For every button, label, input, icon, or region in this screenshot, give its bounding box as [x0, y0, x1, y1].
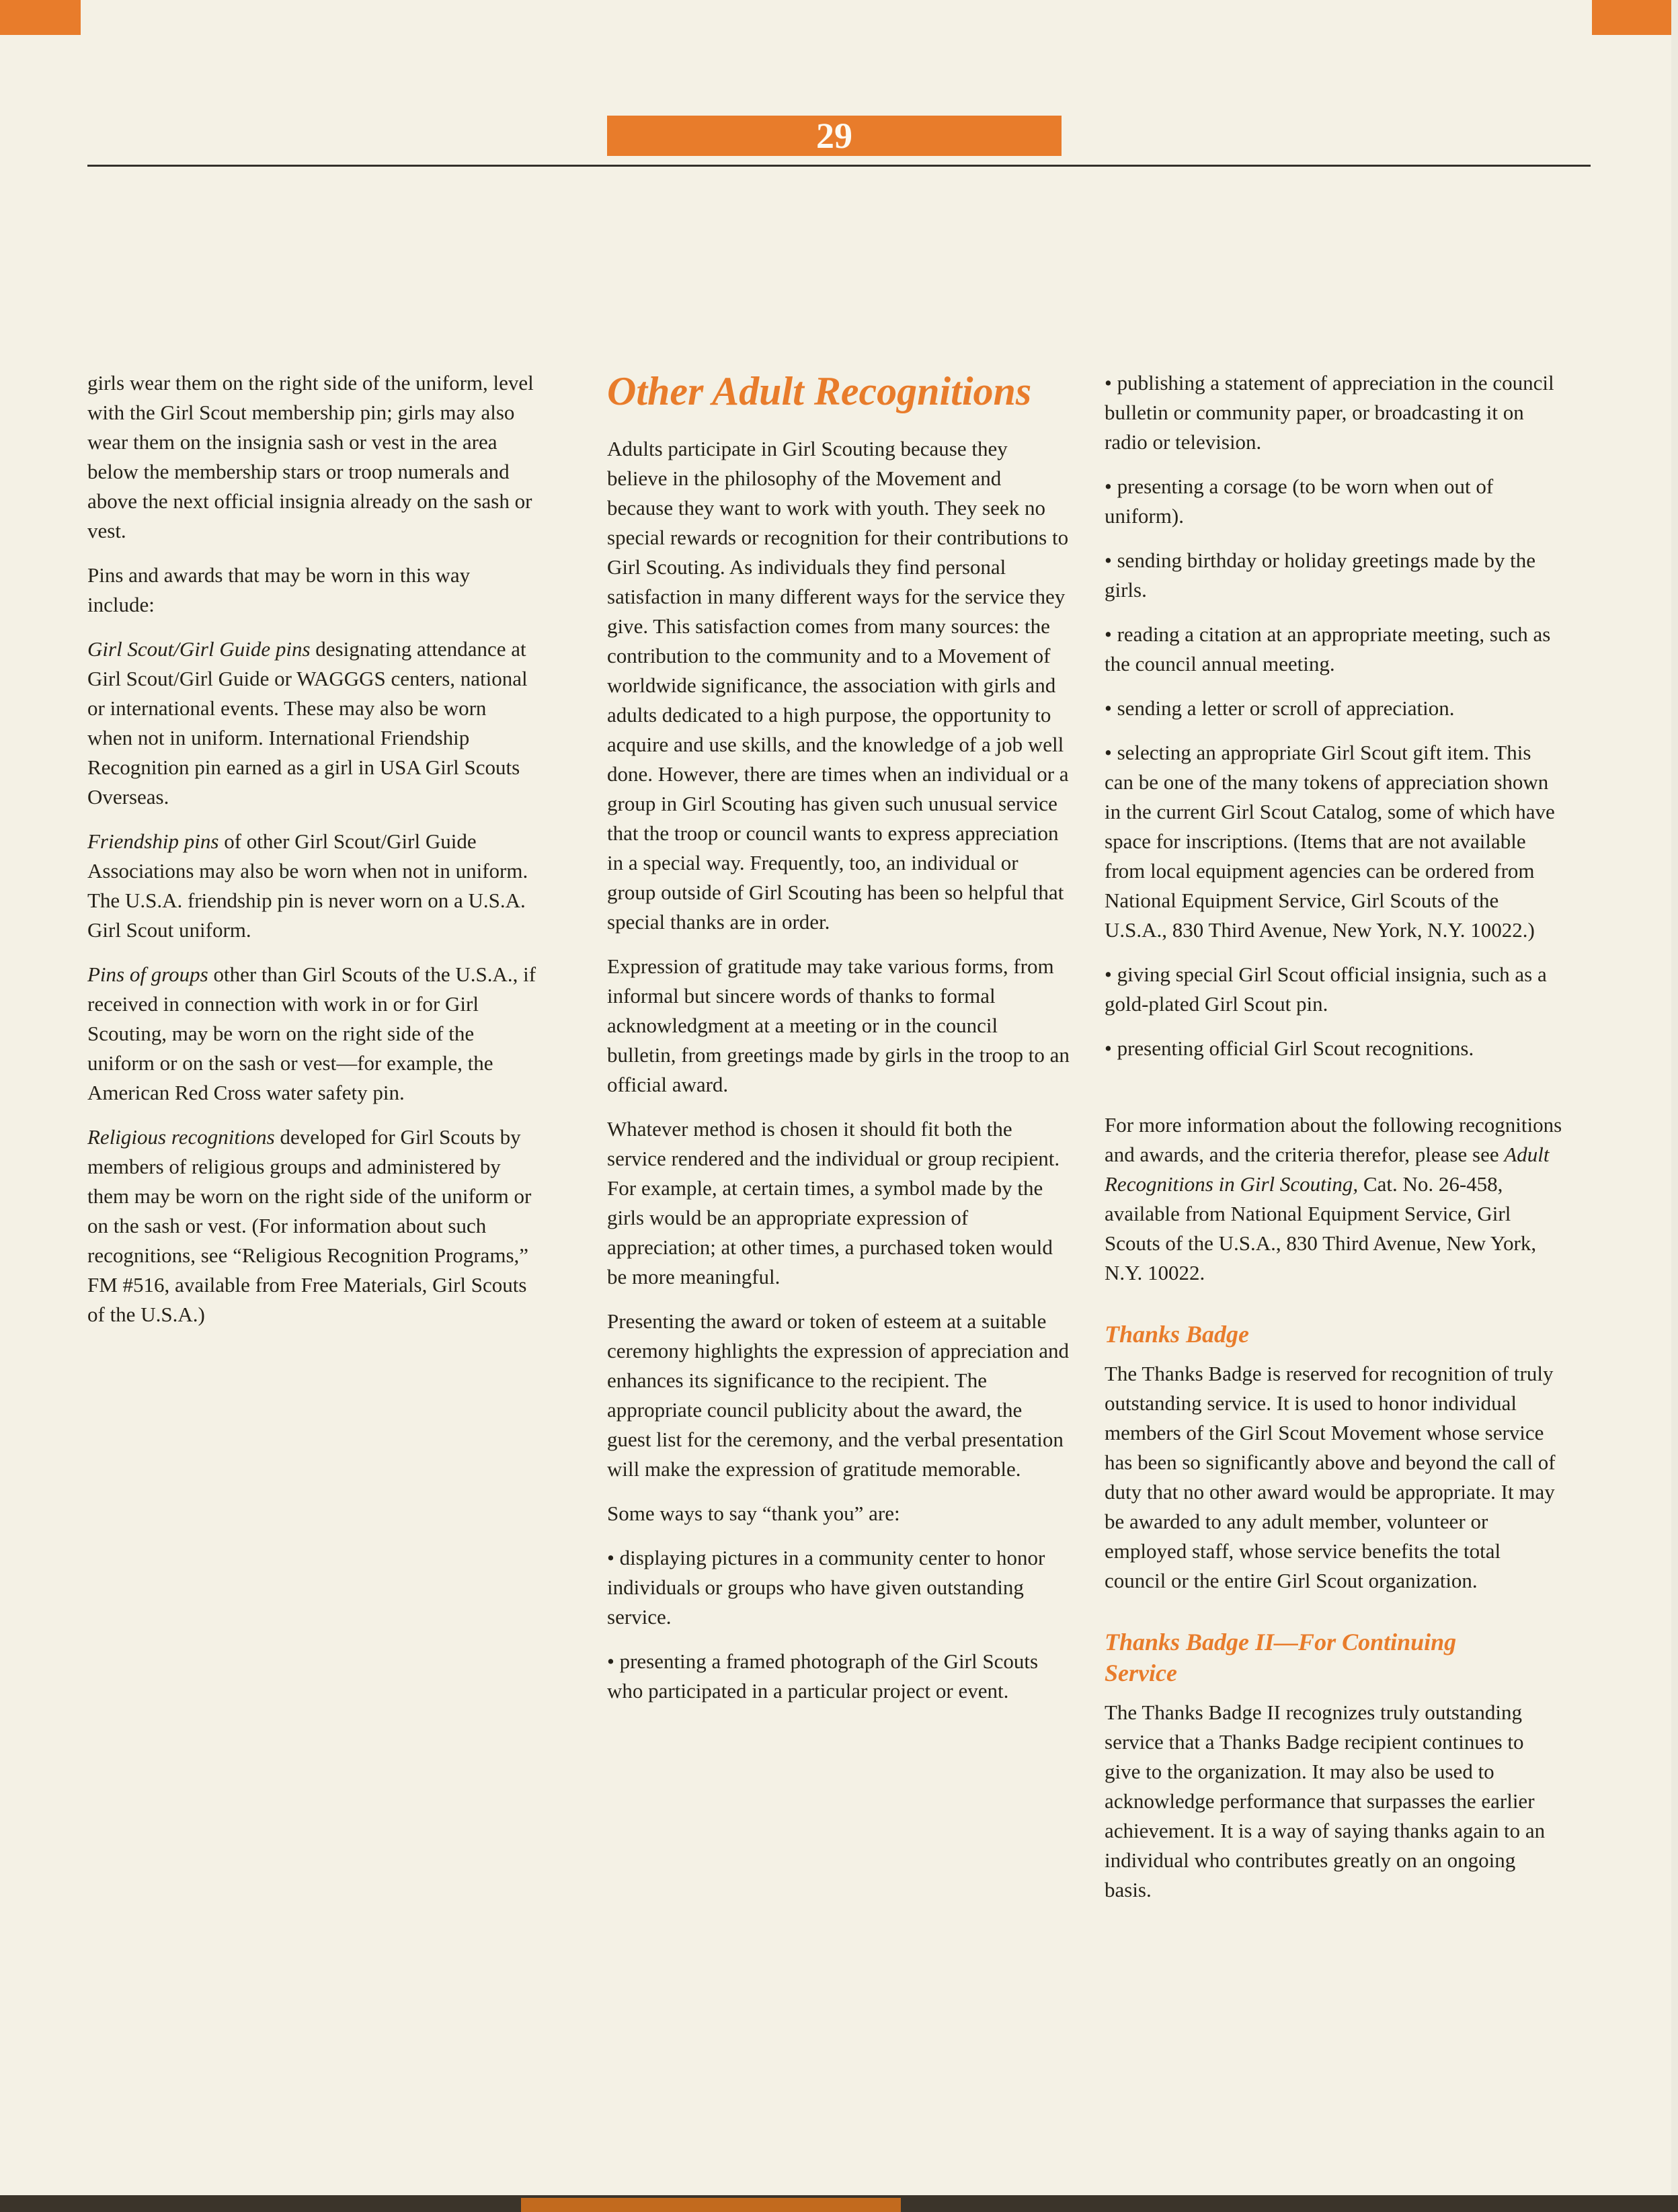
column-right — [1105, 368, 1564, 1920]
page-number: 29 — [816, 116, 852, 156]
paragraph: Expression of gratitude may take various forms, from informal but sincere words of thanks to formal acknowledgment at a meeting or in the council bulletin, from greetings made by girls in the troop to an official award. — [607, 954, 1070, 1096]
paragraph — [87, 1122, 536, 1329]
subheading-thanks-badge: Thanks Badge — [1105, 1321, 1250, 1348]
paragraph — [87, 827, 536, 945]
paragraph-text: of other Girl Scout/Girl Guide Associations may also be worn when not in uniform. The U.S.A. friendship pin is never worn on a U.S.A. Girl Scout uniform. — [87, 829, 528, 942]
print-mark-top-right — [1592, 0, 1678, 35]
paragraph: Presenting the award or token of esteem at a suitable ceremony highlights the expression of appreciation and enhances its significance to the recipient. The appropriate council publicity about the award, the guest list for the ceremony, and the verbal presentation will make the expression of gratitude memorable. — [607, 1309, 1069, 1481]
paragraph-text: Cat. No. 26-458, available from National Equipment Service, Girl Scouts of the U.S.A., 830 Third Avenue, New York, N.Y. 10022. — [1105, 1172, 1537, 1284]
subheading-thanks-badge-ii: Thanks Badge II—For Continuing Service — [1105, 1629, 1457, 1686]
paragraph-text: For more information about the following recognitions and awards, and the criteria therefor, please see — [1105, 1113, 1562, 1166]
paragraph-text: designating attendance at Girl Scout/Girl Guide or WAGGGS centers, national or international events. These may also be worn when not in uniform. International Friendship Recognition pin earned as a girl in USA Girl Scouts Overseas. — [87, 637, 528, 809]
scan-bottom-edge — [0, 2195, 1678, 2212]
bullet-item: • reading a citation at an appropriate meeting, such as the council annual meeting. — [1105, 622, 1551, 675]
bullet-item: • presenting a framed photograph of the Girl Scouts who participated in a particular project or event. — [607, 1649, 1039, 1703]
bullet-item: • presenting a corsage (to be worn when out of uniform). — [1105, 475, 1494, 528]
paragraph: The Thanks Badge is reserved for recognition of truly outstanding service. It is used to honor individual members of the Girl Scout Movement whose service has been so significantly above and beyond the call of duty that no other award would be appropriate. It may be awarded to any adult member, volunteer or employed staff, whose service benefits the total council or the entire Girl Scout organization. — [1105, 1362, 1556, 1592]
paragraph — [87, 960, 536, 1108]
print-mark-top-left — [0, 0, 81, 35]
bullet-item: • sending a letter or scroll of appreciation. — [1105, 696, 1455, 720]
scan-edge — [1671, 0, 1678, 2212]
paragraph — [87, 634, 536, 812]
paragraph: Pins and awards that may be worn in this way include: — [87, 563, 471, 616]
paragraph: The Thanks Badge II recognizes truly outstanding service that a Thanks Badge recipient continues to give to the organization. It may also be used to acknowledge performance that surpasses the earlier achievement. It is a way of saying thanks again to an individual who contributes greatly on an ongoing basis. — [1105, 1701, 1546, 1901]
italic-lead: Pins of groups — [87, 962, 208, 986]
italic-lead: Religious recognitions — [87, 1125, 275, 1149]
column-middle — [607, 368, 1071, 1721]
paragraph: Whatever method is chosen it should fit both the service rendered and the individual or group recipient. For example, at certain times, a symbol made by the girls would be an appropriate expression of appreciation; at other times, a purchased token would be more meaningful. — [607, 1117, 1060, 1288]
italic-lead: Friendship pins — [87, 829, 219, 853]
paragraph: girls wear them on the right side of the uniform, level with the Girl Scout membership pin; girls may also wear them on the insignia sash or vest in the area below the membership stars or troop numerals and above the next official insignia already on the sash or vest. — [87, 371, 534, 542]
paragraph-text: other than Girl Scouts of the U.S.A., if received in connection with work in or for Girl Scouting, may be worn on the right side of the uniform or on the sash or vest—for example, the American Red Cross water safety pin. — [87, 962, 536, 1104]
more-info-paragraph — [1105, 1110, 1564, 1288]
paragraph: Some ways to say “thank you” are: — [607, 1502, 900, 1525]
bullet-item: • giving special Girl Scout official insignia, such as a gold-plated Girl Scout pin. — [1105, 962, 1547, 1016]
paragraph-text: developed for Girl Scouts by members of religious groups and administered by them may be worn on the right side of the uniform or on the sash or vest. (For information about such recognitions, see “Religious Recognition Programs,” FM #516, available from Free Materials, Girl Scouts of the U.S.A.) — [87, 1125, 532, 1326]
italic-lead: Girl Scout/Girl Guide pins — [87, 637, 311, 661]
bullet-item: • sending birthday or holiday greetings made by the girls. — [1105, 548, 1536, 602]
bullet-item: • publishing a statement of appreciation in the council bulletin or community paper, or broadcasting it on radio or television. — [1105, 371, 1554, 454]
next-page-bar-glimpse — [521, 2198, 901, 2212]
column-left — [87, 368, 536, 1344]
page-number-bar — [607, 116, 1062, 156]
section-heading-other-adult-recognitions: Other Adult Recognitions — [607, 369, 1032, 413]
header-rule — [87, 165, 1591, 167]
bullet-item: • selecting an appropriate Girl Scout gift item. This can be one of the many tokens of appreciation shown in the current Girl Scout Catalog, some of which have space for inscriptions. (Items that are not available from local equipment agencies can be ordered from National Equipment Service, Girl Scouts of the U.S.A., 830 Third Avenue, New York, N.Y. 10022.) — [1105, 741, 1555, 942]
paragraph: Adults participate in Girl Scouting because they believe in the philosophy of the Movement and because they want to work with youth. They seek no special rewards or recognition for their contributions to Girl Scouting. As individuals they find personal satisfaction in many different ways for the service they give. This satisfaction comes from many sources: the contribution to the community and to a Movement of worldwide significance, the association with girls and adults dedicated to a high purpose, the opportunity to acquire and use skills, and the knowledge of a job well done. However, there are times when an individual or a group in Girl Scouting has given such unusual service that the troop or council wants to express appreciation in a special way. Frequently, too, an individual or group outside of Girl Scouting has been so helpful that special thanks are in order. — [607, 437, 1069, 934]
bullet-item: • presenting official Girl Scout recognitions. — [1105, 1036, 1474, 1060]
italic-publication-title: Adult Recognitions in Girl Scouting, — [1105, 1143, 1550, 1196]
bullet-item: • displaying pictures in a community center to honor individuals or groups who have given outstanding service. — [607, 1546, 1045, 1629]
